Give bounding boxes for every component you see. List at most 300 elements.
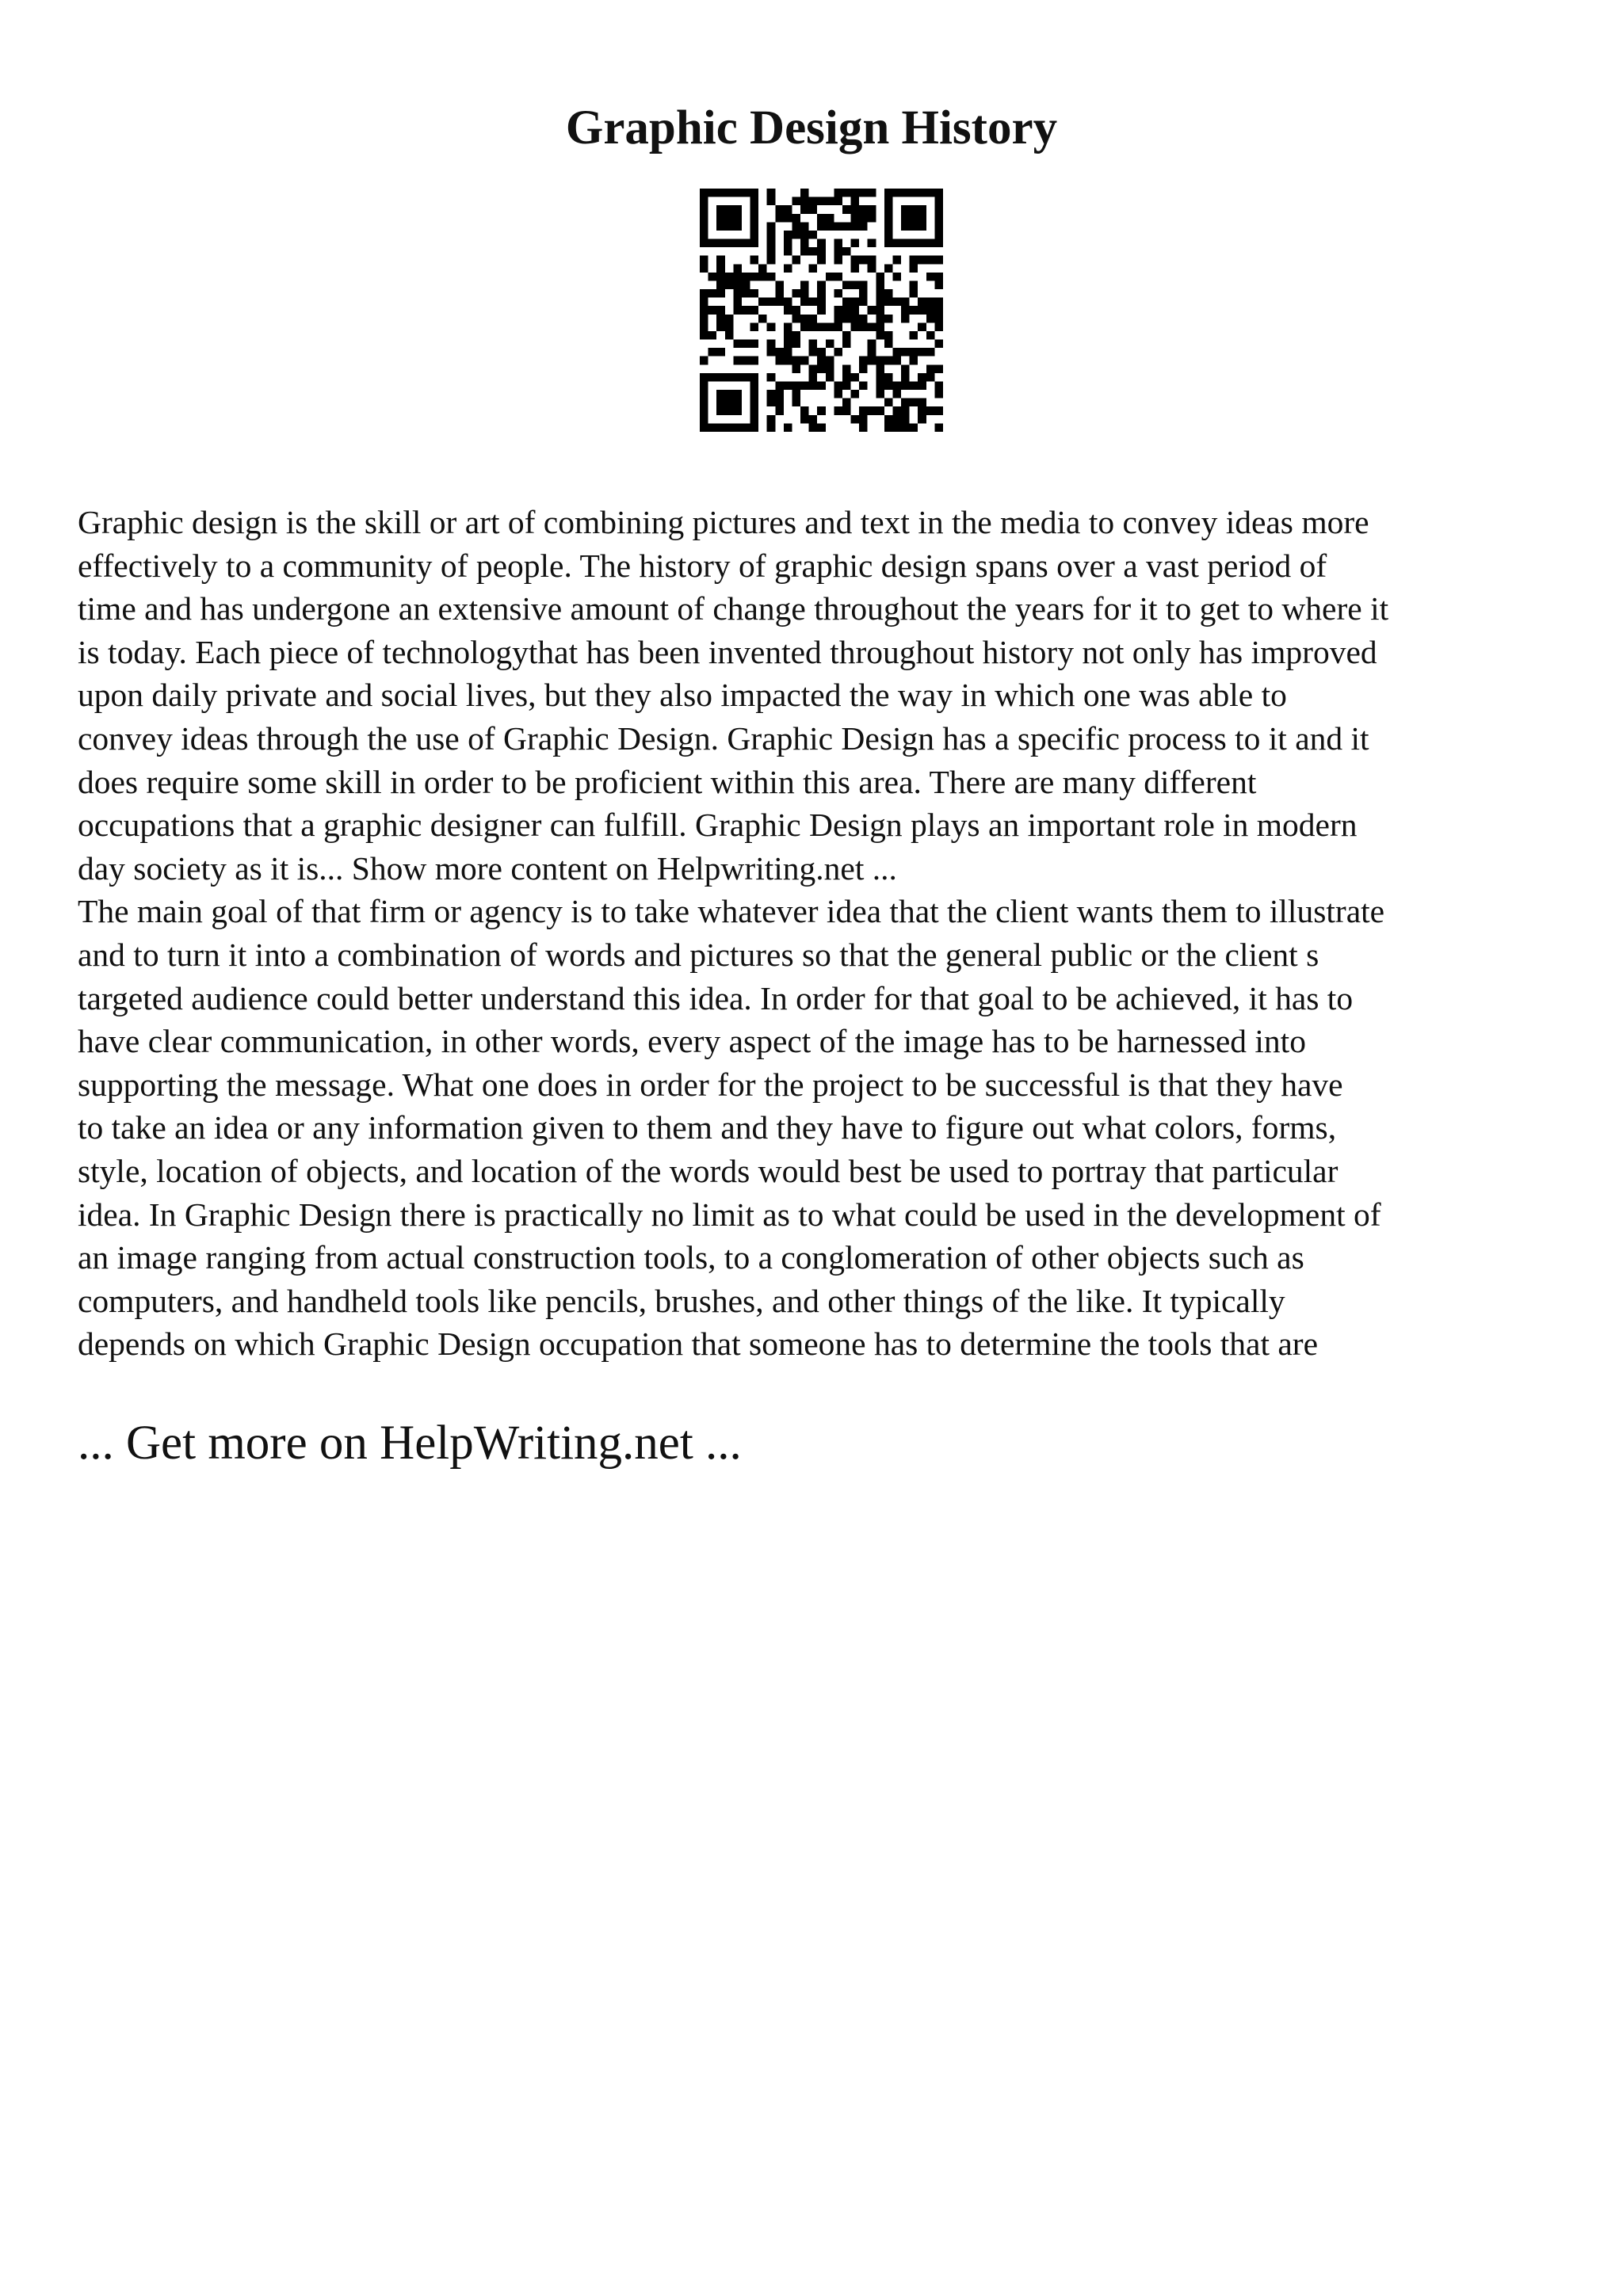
qr-module [868, 189, 876, 197]
qr-module [884, 205, 893, 214]
qr-module [926, 239, 935, 248]
qr-module [708, 239, 717, 248]
qr-module [910, 306, 918, 315]
qr-module [733, 239, 742, 248]
qr-module [809, 197, 818, 206]
qr-module [809, 315, 818, 323]
qr-module [809, 340, 818, 349]
qr-module [926, 298, 935, 307]
qr-module [934, 306, 943, 315]
qr-module [918, 373, 926, 382]
qr-module [892, 348, 901, 357]
qr-module [834, 315, 842, 323]
qr-module [926, 306, 935, 315]
qr-module [918, 205, 926, 214]
qr-module [868, 357, 876, 365]
qr-module [750, 406, 759, 415]
qr-module [934, 280, 943, 289]
qr-module [725, 189, 734, 197]
qr-module [884, 315, 893, 323]
qr-module [700, 357, 708, 365]
qr-module [910, 423, 918, 432]
get-more-link[interactable]: ... Get more on HelpWriting.net ... [78, 1417, 742, 1470]
qr-module [842, 205, 851, 214]
qr-module [901, 373, 910, 382]
qr-module [716, 390, 725, 399]
qr-module [876, 298, 884, 307]
qr-module [859, 381, 868, 390]
qr-module [800, 357, 809, 365]
qr-module [934, 222, 943, 231]
qr-module [716, 189, 725, 197]
body-line: supporting the message. What one does in order for the project to be successful is that they have [78, 1066, 1343, 1103]
qr-module [876, 381, 884, 390]
body-text [78, 501, 1560, 1366]
qr-module [725, 390, 734, 399]
qr-module [758, 315, 767, 323]
qr-module [918, 381, 926, 390]
qr-module [817, 364, 826, 373]
qr-module [800, 315, 809, 323]
qr-module [733, 205, 742, 214]
qr-module [834, 197, 842, 206]
qr-module [842, 373, 851, 382]
qr-module [868, 340, 876, 349]
qr-module [775, 399, 784, 407]
body-line: idea. In Graphic Design there is practically no limit as to what could be used in the development of [78, 1196, 1381, 1233]
body-line: depends on which Graphic Design occupation that someone has to determine the tools that are [78, 1325, 1319, 1363]
qr-module [910, 189, 918, 197]
qr-module [792, 306, 800, 315]
qr-module [868, 322, 876, 331]
qr-module [868, 205, 876, 214]
qr-module [918, 399, 926, 407]
qr-module [809, 348, 818, 357]
qr-module [700, 373, 708, 382]
qr-module [800, 406, 809, 415]
qr-module [800, 222, 809, 231]
qr-module [884, 399, 893, 407]
qr-module [800, 289, 809, 298]
qr-module [809, 373, 818, 382]
qr-module [792, 222, 800, 231]
qr-module [725, 373, 734, 382]
qr-module [876, 364, 884, 373]
qr-module [742, 340, 750, 349]
qr-module [708, 189, 717, 197]
qr-module [926, 189, 935, 197]
qr-module [784, 205, 792, 214]
qr-module [918, 189, 926, 197]
qr-module [733, 357, 742, 365]
qr-module [901, 381, 910, 390]
body-line: and to turn it into a combination of words and pictures so that the general public or the client s [78, 936, 1319, 973]
qr-module [809, 381, 818, 390]
qr-module [733, 280, 742, 289]
page-title: Graphic Design History [565, 101, 1058, 154]
qr-module [733, 399, 742, 407]
qr-module [884, 331, 893, 340]
qr-module [767, 247, 776, 256]
body-line: computers, and handheld tools like pencils, brushes, and other things of the like. It typically [78, 1282, 1285, 1319]
qr-module [892, 273, 901, 281]
body-line: to take an idea or any information given to them and they have to figure out what colors, forms, [78, 1109, 1337, 1146]
body-line: effectively to a community of people. The history of graphic design spans over a vast period of [78, 547, 1327, 584]
qr-module [725, 205, 734, 214]
qr-module [934, 197, 943, 206]
qr-module [842, 189, 851, 197]
qr-module [910, 256, 918, 265]
qr-module [851, 322, 860, 331]
qr-module [926, 273, 935, 281]
qr-module [842, 381, 851, 390]
qr-module [784, 381, 792, 390]
qr-module [733, 189, 742, 197]
qr-module [826, 340, 834, 349]
qr-module [842, 315, 851, 323]
qr-module [775, 289, 784, 298]
qr-module [817, 322, 826, 331]
qr-module [725, 315, 734, 323]
body-line: upon daily private and social lives, but they also impacted the way in which one was able to [78, 677, 1287, 714]
qr-module [733, 390, 742, 399]
qr-module [934, 315, 943, 323]
qr-module [910, 331, 918, 340]
qr-module [733, 264, 742, 273]
qr-module [767, 273, 776, 281]
qr-module [767, 189, 776, 197]
qr-module [884, 340, 893, 349]
qr-module [859, 423, 868, 432]
qr-module [859, 222, 868, 231]
qr-code-icon [700, 189, 943, 432]
qr-module [700, 256, 708, 265]
qr-module [868, 214, 876, 223]
qr-module [716, 399, 725, 407]
qr-module [767, 231, 776, 239]
qr-module [708, 273, 717, 281]
qr-module [859, 298, 868, 307]
qr-module [725, 331, 734, 340]
qr-module [834, 348, 842, 357]
qr-module [834, 256, 842, 265]
qr-module [934, 214, 943, 223]
qr-module [750, 222, 759, 231]
qr-module [842, 298, 851, 307]
qr-module [792, 231, 800, 239]
qr-module [742, 289, 750, 298]
qr-module [700, 399, 708, 407]
qr-module [901, 239, 910, 248]
qr-module [892, 390, 901, 399]
qr-module [892, 381, 901, 390]
qr-module [725, 273, 734, 281]
qr-module [926, 256, 935, 265]
qr-module [842, 340, 851, 349]
qr-module [750, 239, 759, 248]
qr-module [742, 273, 750, 281]
qr-module [792, 197, 800, 206]
body-line: have clear communication, in other words, every aspect of the image has to be harnessed into [78, 1023, 1306, 1060]
qr-module [826, 322, 834, 331]
qr-module [892, 415, 901, 424]
qr-module [934, 189, 943, 197]
qr-module [700, 189, 708, 197]
qr-module [851, 197, 860, 206]
qr-module [934, 381, 943, 390]
qr-module [809, 247, 818, 256]
qr-module [733, 214, 742, 223]
qr-module [750, 189, 759, 197]
qr-module [725, 406, 734, 415]
qr-module [708, 373, 717, 382]
qr-module [758, 273, 767, 281]
qr-module [842, 406, 851, 415]
qr-module [784, 306, 792, 315]
qr-module [817, 406, 826, 415]
qr-module [800, 322, 809, 331]
qr-module [851, 415, 860, 424]
qr-module [700, 381, 708, 390]
qr-module [876, 315, 884, 323]
qr-module [901, 406, 910, 415]
qr-module [716, 306, 725, 315]
qr-module [834, 289, 842, 298]
qr-module [742, 357, 750, 365]
qr-module [733, 340, 742, 349]
qr-module [859, 364, 868, 373]
qr-module [892, 189, 901, 197]
qr-module [876, 306, 884, 315]
qr-module [767, 256, 776, 265]
qr-module [842, 280, 851, 289]
qr-module [934, 231, 943, 239]
qr-module [892, 298, 901, 307]
qr-module [859, 205, 868, 214]
qr-module [851, 390, 860, 399]
qr-module [834, 306, 842, 315]
qr-module [817, 289, 826, 298]
qr-module [834, 390, 842, 399]
qr-module [901, 306, 910, 315]
qr-module [876, 280, 884, 289]
qr-module [884, 298, 893, 307]
qr-module [859, 315, 868, 323]
qr-module [775, 381, 784, 390]
qr-module [901, 399, 910, 407]
qr-module [792, 381, 800, 390]
qr-module [792, 256, 800, 265]
qr-module [934, 239, 943, 248]
qr-module [851, 280, 860, 289]
qr-module [910, 214, 918, 223]
qr-module [767, 415, 776, 424]
qr-module [910, 280, 918, 289]
qr-module [859, 415, 868, 424]
qr-module [884, 289, 893, 298]
qr-module [767, 197, 776, 206]
qr-module [716, 264, 725, 273]
qr-module [884, 231, 893, 239]
qr-module [809, 322, 818, 331]
qr-module [876, 273, 884, 281]
qr-module [700, 298, 708, 307]
qr-module [859, 280, 868, 289]
qr-module [859, 214, 868, 223]
body-line: The main goal of that firm or agency is to take whatever idea that the client wants them to illustrate [78, 893, 1385, 930]
qr-module [700, 331, 708, 340]
qr-module [817, 214, 826, 223]
qr-module [817, 298, 826, 307]
qr-module [910, 357, 918, 365]
qr-module [926, 315, 935, 323]
qr-module [767, 298, 776, 307]
qr-module [750, 197, 759, 206]
qr-module [809, 264, 818, 273]
qr-module [750, 399, 759, 407]
qr-module [767, 348, 776, 357]
qr-module [901, 298, 910, 307]
qr-module [733, 289, 742, 298]
body-line: is today. Each piece of technologythat has been invented throughout history not only has improved [78, 633, 1377, 670]
qr-module [842, 306, 851, 315]
qr-module [892, 256, 901, 265]
qr-module [910, 239, 918, 248]
qr-module [901, 348, 910, 357]
qr-module [775, 205, 784, 214]
qr-module [859, 256, 868, 265]
qr-module [901, 222, 910, 231]
qr-module [716, 373, 725, 382]
qr-module [800, 239, 809, 248]
qr-module [884, 264, 893, 273]
qr-module [708, 306, 717, 315]
qr-module [792, 214, 800, 223]
qr-module [817, 239, 826, 248]
qr-module [884, 381, 893, 390]
qr-module [733, 273, 742, 281]
qr-module [901, 415, 910, 424]
qr-module [784, 264, 792, 273]
qr-module [901, 423, 910, 432]
qr-module [716, 348, 725, 357]
qr-module [934, 423, 943, 432]
qr-module [910, 264, 918, 273]
qr-module [800, 231, 809, 239]
qr-module [826, 273, 834, 281]
qr-module [716, 280, 725, 289]
qr-module [784, 423, 792, 432]
qr-module [792, 399, 800, 407]
qr-module [700, 306, 708, 315]
qr-module [868, 239, 876, 248]
qr-module [910, 289, 918, 298]
qr-module [733, 306, 742, 315]
qr-module [775, 406, 784, 415]
qr-module [859, 406, 868, 415]
body-line: does require some skill in order to be proficient within this area. There are many different [78, 763, 1257, 800]
qr-module [800, 381, 809, 390]
qr-module [910, 222, 918, 231]
qr-module [758, 264, 767, 273]
qr-module [817, 247, 826, 256]
qr-module [918, 322, 926, 331]
qr-module [910, 205, 918, 214]
qr-module [851, 205, 860, 214]
qr-module [809, 231, 818, 239]
qr-module [892, 239, 901, 248]
qr-module [934, 364, 943, 373]
qr-module [842, 364, 851, 373]
qr-module [892, 423, 901, 432]
qr-module [784, 239, 792, 248]
qr-module [716, 214, 725, 223]
body-line[interactable]: day society as it is... Show more content on Helpwriting.net ... [78, 849, 897, 887]
qr-module [758, 298, 767, 307]
qr-module [708, 348, 717, 357]
qr-module [826, 357, 834, 365]
qr-module [817, 357, 826, 365]
qr-module [834, 247, 842, 256]
qr-module [767, 423, 776, 432]
qr-module [934, 298, 943, 307]
qr-module [800, 247, 809, 256]
qr-module [750, 340, 759, 349]
qr-module [851, 189, 860, 197]
qr-module [784, 331, 792, 340]
qr-module [884, 222, 893, 231]
qr-module [826, 364, 834, 373]
qr-module [868, 256, 876, 265]
qr-module [733, 373, 742, 382]
qr-module [800, 205, 809, 214]
qr-module [926, 364, 935, 373]
qr-module [700, 390, 708, 399]
qr-module [901, 214, 910, 223]
qr-module [767, 373, 776, 382]
qr-module [809, 364, 818, 373]
qr-module [817, 348, 826, 357]
qr-module [716, 406, 725, 415]
qr-module [716, 289, 725, 298]
qr-module [884, 415, 893, 424]
qr-module [926, 373, 935, 382]
qr-module [700, 239, 708, 248]
qr-module [826, 222, 834, 231]
qr-module [700, 406, 708, 415]
body-line: convey ideas through the use of Graphic Design. Graphic Design has a specific process to it and it [78, 719, 1369, 757]
qr-module [784, 357, 792, 365]
qr-module [868, 348, 876, 357]
qr-module [700, 423, 708, 432]
qr-module [716, 322, 725, 331]
qr-module [918, 406, 926, 415]
qr-module [792, 340, 800, 349]
qr-module [826, 373, 834, 382]
qr-module [725, 399, 734, 407]
qr-module [750, 289, 759, 298]
qr-module [817, 423, 826, 432]
qr-module [742, 189, 750, 197]
qr-module [817, 381, 826, 390]
qr-module [901, 205, 910, 214]
qr-module [934, 273, 943, 281]
qr-module [809, 415, 818, 424]
qr-module [851, 306, 860, 315]
body-line: time and has undergone an extensive amount of change throughout the years for it to get to where it [78, 590, 1389, 627]
qr-module [784, 298, 792, 307]
qr-module [834, 222, 842, 231]
